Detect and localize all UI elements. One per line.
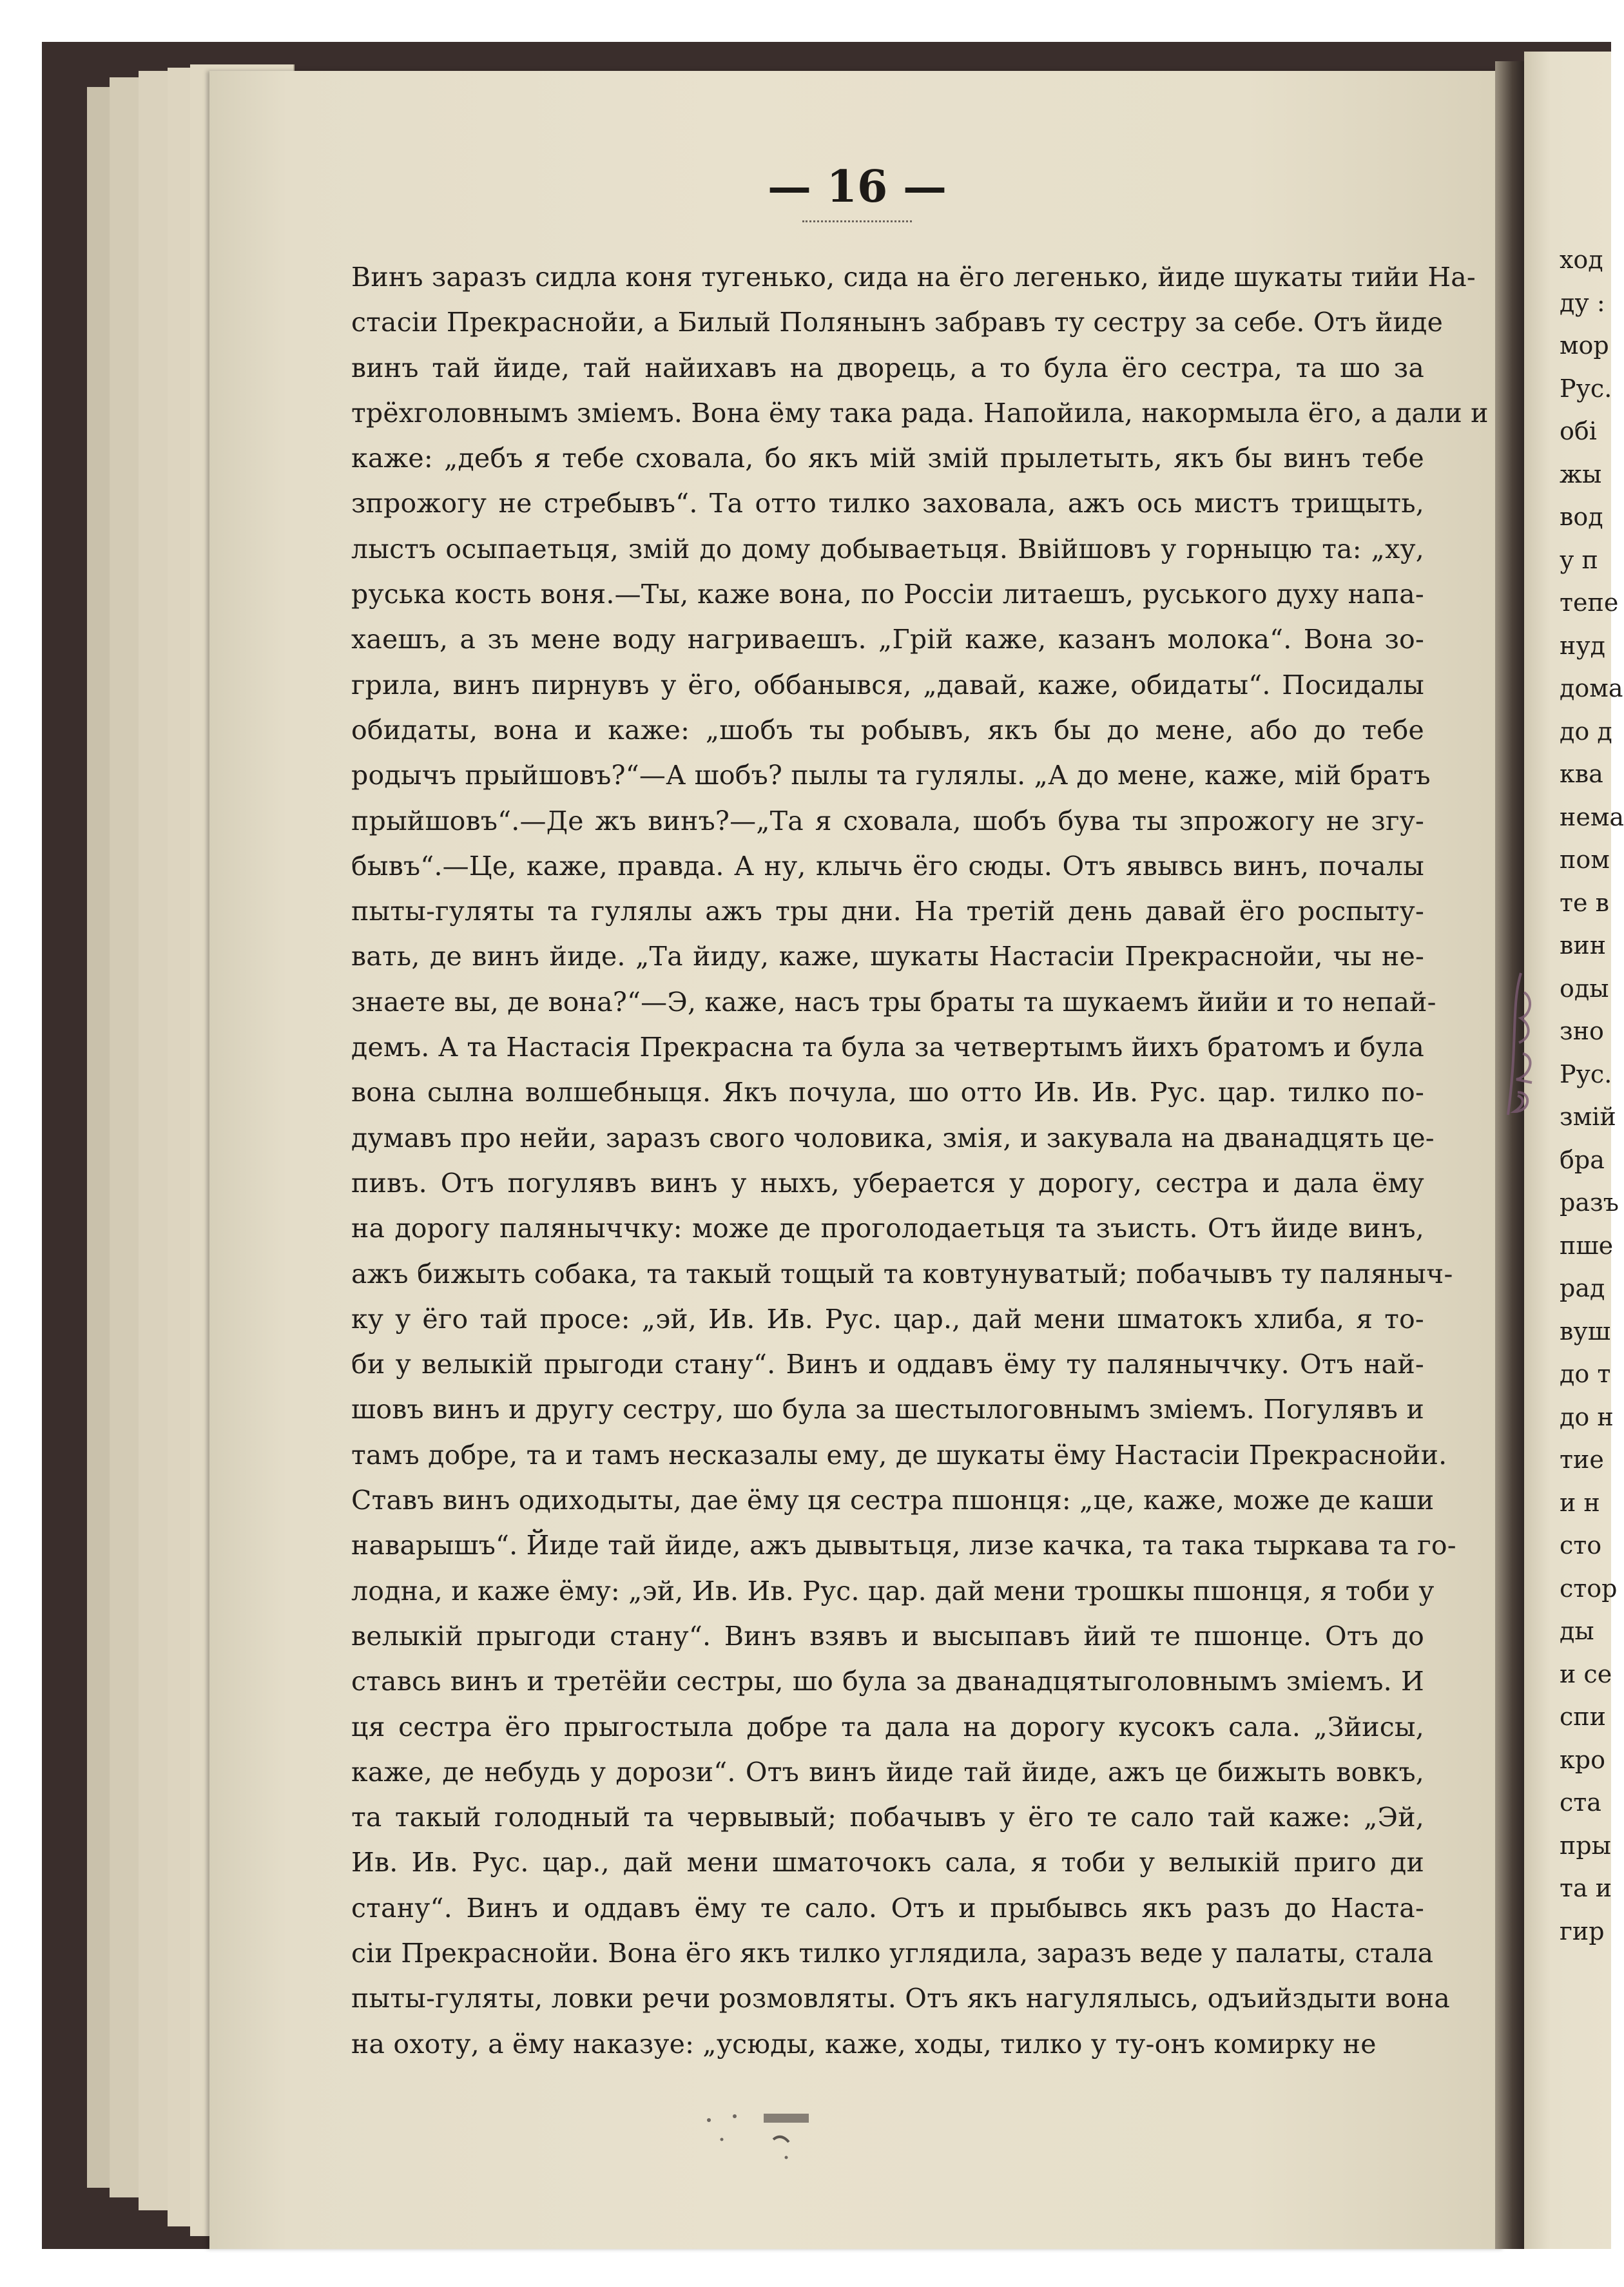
text-line: каже: „дебъ я тебе сховала, бо якъ мій змій прылетыть, якъ бы винъ тебе <box>351 443 1424 474</box>
facing-page-line: у п <box>1560 545 1598 574</box>
facing-page-line: змій <box>1560 1103 1616 1131</box>
text-line: винъ тай йиде, тай найихавъ на дворець, а то була ёго сестра, та шо за <box>351 352 1424 383</box>
facing-page-line: до н <box>1560 1402 1614 1431</box>
facing-page-line: та и <box>1560 1874 1612 1902</box>
text-line: зпрожогу не стребывъ“. Та отто тилко заховала, ажъ ось мистъ трищыть, <box>351 488 1424 519</box>
text-line: стасіи Прекраснойи, а Билый Полянынъ забравъ ту сестру за себе. Отъ йиде <box>351 307 1444 338</box>
text-line: на дорогу паляныччку: може де проголодаетьця та зъисть. Отъ йиде винъ, <box>351 1213 1424 1244</box>
book-gutter <box>1495 61 1524 2249</box>
page-number: — 16 — <box>768 161 947 213</box>
facing-page-line: пше <box>1560 1231 1614 1260</box>
facing-page-line: кро <box>1560 1745 1605 1774</box>
text-line: каже, де небудь у дорози“. Отъ винъ йиде тай йиде, ажъ це бижыть вовкъ, <box>351 1756 1424 1788</box>
facing-page-line: жы <box>1560 459 1602 488</box>
text-line: ставсь винъ и третёйи сестры, шо була за дванадцятыголовнымъ зміемъ. И <box>351 1666 1424 1697</box>
text-line: грила, винъ пирнувъ у ёго, оббанывся, „давай, каже, обидаты“. Посидалы <box>351 669 1424 700</box>
text-line: Ив. Ив. Рус. цар., дай мени шматочокъ сала, я тоби у велыкій приго ди <box>351 1847 1424 1878</box>
text-line: хаешъ, а зъ мене воду нагриваешъ. „Грій каже, казанъ молока“. Вона зо- <box>351 624 1424 655</box>
text-line: би у велыкій прыгоди стану“. Винъ и оддавъ ёму ту паляныччку. Отъ най- <box>351 1349 1424 1380</box>
text-line: бывъ“.—Це, каже, правда. А ну, клычь ёго сюды. Отъ явывсь винъ, почалы <box>351 850 1424 882</box>
text-line: знаете вы, де вона?“—Э, каже, насъ тры браты та шукаемъ йийи и то непай- <box>351 986 1436 1018</box>
facing-page-line: спи <box>1560 1703 1606 1731</box>
facing-page-line: вуш <box>1560 1317 1611 1346</box>
facing-page-line: оды <box>1560 974 1609 1003</box>
text-line: ажъ бижыть собака, та такый тощый та ковтунуватый; побачывъ ту паляныч- <box>351 1258 1453 1289</box>
page-number-rule <box>802 220 912 222</box>
text-line: вать, де винъ йиде. „Та йиду, каже, шукаты Настасіи Прекраснойи, чы не- <box>351 941 1424 972</box>
text-line: тамъ добре, та и тамъ несказалы ему, де шукаты ёму Настасіи Прекраснойи. <box>351 1439 1447 1471</box>
pencil-shelfmark <box>1485 967 1543 1121</box>
facing-page-line: нуд <box>1560 631 1606 660</box>
text-line: вона сылна волшебныця. Якъ почула, шо отто Ив. Ив. Рус. цар. тилко по- <box>351 1077 1424 1108</box>
text-line: Ставъ винъ одиходыты, дае ёму ця сестра пшонця: „це, каже, може де каши <box>351 1485 1435 1516</box>
facing-page-line: пом <box>1560 845 1610 874</box>
text-line: велыкій прыгоди стану“. Винъ взявъ и высыпавъ йий те пшонце. Отъ до <box>351 1620 1424 1652</box>
facing-page-line: до д <box>1560 717 1612 746</box>
text-line: думавъ про нейи, заразъ свого чоловика, змія, и закувала на дванадцять це- <box>351 1122 1435 1153</box>
ink-smudge <box>696 2107 844 2165</box>
text-line: лыстъ осыпаетьця, змій до дому добываетьця. Ввійшовъ у горныцю та: „ху, <box>351 533 1424 565</box>
facing-page-line: дома <box>1560 674 1623 702</box>
facing-page-line: разъ <box>1560 1188 1619 1217</box>
text-line: пыты-гуляты, ловки речи розмовляты. Отъ якъ нагулялысь, одъийздыти вона <box>351 1983 1451 2014</box>
facing-page-line: бра <box>1560 1145 1605 1174</box>
text-line: обидаты, вона и каже: „шобъ ты робывъ, якъ бы до мене, або до тебе <box>351 714 1424 746</box>
facing-page-line: гир <box>1560 1916 1605 1945</box>
facing-page-line: сто <box>1560 1531 1602 1559</box>
text-line: шовъ винъ и другу сестру, шо була за шестылоговнымъ зміемъ. Погулявъ и <box>351 1394 1424 1425</box>
facing-page-line: тепе <box>1560 588 1619 617</box>
facing-page-text <box>1560 238 1624 1953</box>
facing-page-line: ста <box>1560 1788 1601 1817</box>
facing-page-line: и се <box>1560 1659 1612 1688</box>
facing-page-line: ду : <box>1560 288 1605 317</box>
text-line: пивъ. Отъ погулявъ винъ у ныхъ, уберается у дорогу, сестра и дала ёму <box>351 1167 1424 1199</box>
text-line: демъ. А та Настасія Прекрасна та була за четвертымъ йихъ братомъ и була <box>351 1032 1424 1063</box>
facing-page-line: до т <box>1560 1360 1611 1388</box>
text-line: та такый голодный та червывый; побачывъ у ёго те сало тай каже: „Эй, <box>351 1802 1424 1833</box>
facing-page-line: пры <box>1560 1831 1611 1860</box>
facing-page-line: мор <box>1560 331 1609 360</box>
facing-page-line: Рус. <box>1560 374 1612 403</box>
facing-page-line: ход <box>1560 246 1603 274</box>
text-line: прыйшовъ“.—Де жъ винъ?—„Та я сховала, шобъ бува ты зпрожогу не згу- <box>351 805 1424 836</box>
facing-page-line: стор <box>1560 1574 1618 1603</box>
facing-page-line: Рус. <box>1560 1059 1612 1088</box>
facing-page-line: нема <box>1560 802 1624 831</box>
text-line: Винъ заразъ сидла коня тугенько, сида на ёго легенько, йиде шукаты тийи На- <box>351 262 1476 293</box>
facing-page-line: вод <box>1560 503 1603 531</box>
text-line: руська кость воня.—Ты, каже вона, по Россіи литаешъ, руського духу напа- <box>351 579 1424 610</box>
text-line: лодна, и каже ёму: „эй, Ив. Ив. Рус. цар. дай мени трошкы пшонця, я тоби у <box>351 1575 1435 1607</box>
facing-page-line: ква <box>1560 760 1603 788</box>
text-line: родычъ прыйшовъ?“—А шобъ? пылы та гулялы. „А до мене, каже, мій братъ <box>351 760 1431 791</box>
text-line: пыты-гуляты та гулялы ажъ тры дни. На третій день давай ёго роспыту- <box>351 896 1424 927</box>
facing-page-line: рад <box>1560 1274 1605 1302</box>
text-line: на охоту, а ёму наказуе: „усюды, каже, ходы, тилко у ту-онъ комирку не <box>351 2028 1377 2060</box>
body-text <box>351 255 1489 2067</box>
text-line: сіи Прекраснойи. Вона ёго якъ тилко углядила, заразъ веде у палаты, стала <box>351 1937 1434 1969</box>
facing-page-line: тие <box>1560 1445 1604 1474</box>
text-line: ця сестра ёго прыгостыла добре та дала на дорогу кусокъ сала. „Зйисы, <box>351 1711 1424 1742</box>
facing-page-line: вин <box>1560 931 1607 960</box>
facing-page-line: зно <box>1560 1017 1604 1045</box>
text-line: ку у ёго тай просе: „эй, Ив. Ив. Рус. цар., дай мени шматокъ хлиба, я то- <box>351 1303 1424 1335</box>
facing-page-line: те в <box>1560 888 1609 917</box>
text-line: трёхголовнымъ зміемъ. Вона ёму така рада. Напойила, накормыла ёго, а дали и <box>351 397 1489 429</box>
text-line: наварышъ“. Йиде тай йиде, ажъ дывытьця, лизе качка, та така тыркава та го- <box>351 1530 1456 1561</box>
facing-page-line: и н <box>1560 1488 1600 1517</box>
facing-page-line: ды <box>1560 1617 1594 1645</box>
text-line: стану“. Винъ и оддавъ ёму те сало. Отъ и прыбывсь якъ разъ до Наста- <box>351 1892 1424 1924</box>
facing-page-line: обі <box>1560 417 1597 445</box>
